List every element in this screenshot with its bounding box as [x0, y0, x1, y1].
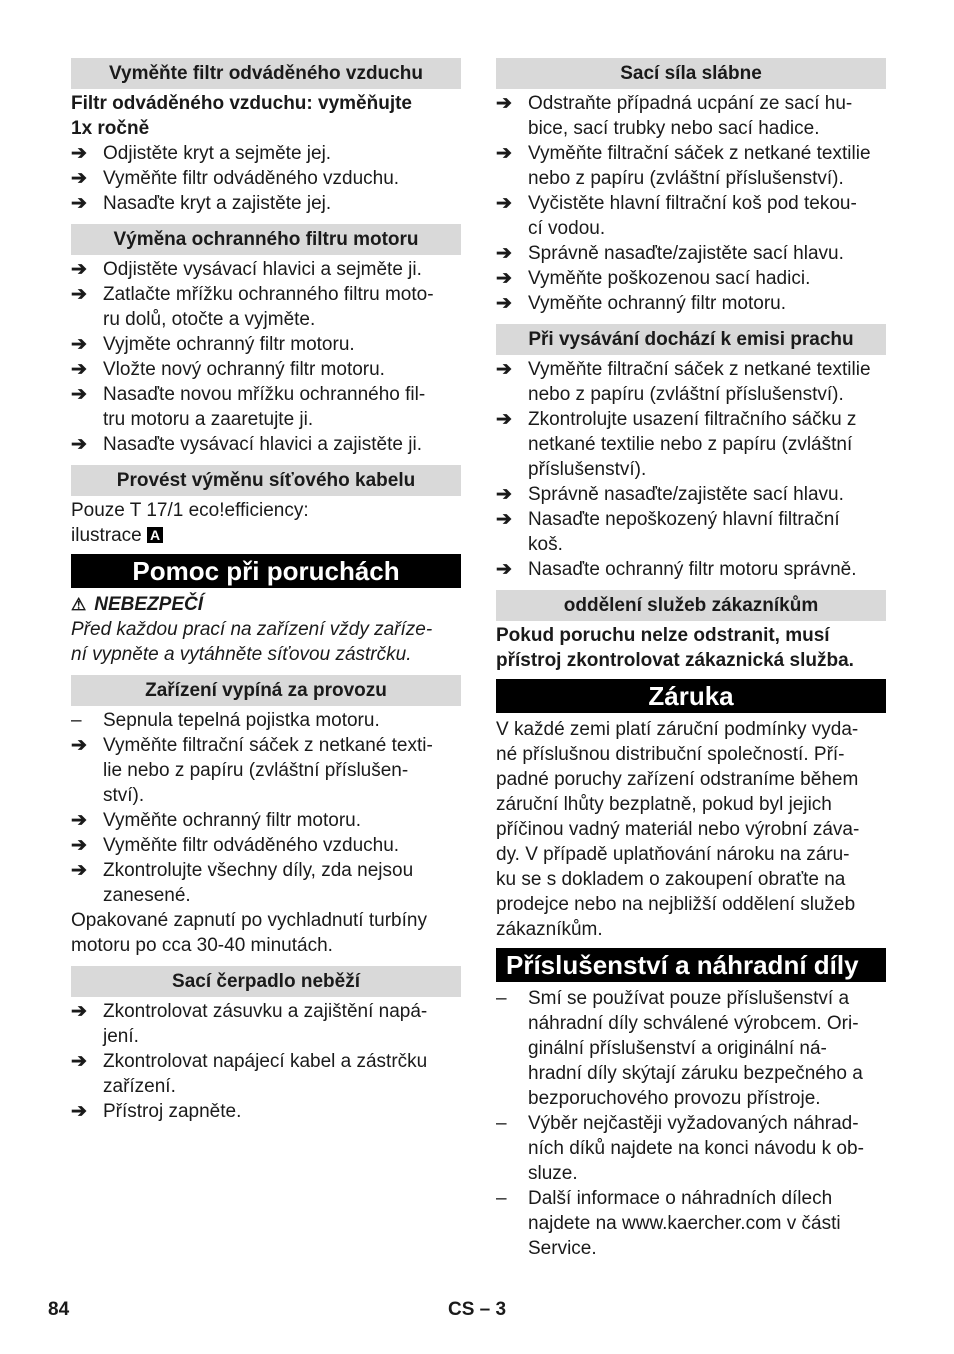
list-item: ➔ Přístroj zapněte.	[71, 1101, 242, 1122]
arrow-icon: ➔	[496, 243, 512, 264]
list-item: ➔ Vyměňte filtrační sáček z netkané textilie nebo z papíru (zvláštní příslušenství).	[496, 143, 871, 189]
list-item: ➔ Vložte nový ochranný filtr motoru.	[71, 359, 385, 380]
arrow-icon: ➔	[71, 1001, 87, 1022]
exhaust-filter-interval-line1: Filtr odváděného vzduchu: vyměňujte	[71, 93, 412, 114]
warning-triangle-icon: ⚠	[71, 595, 87, 614]
illustration-a-badge: A	[147, 527, 163, 543]
customer-service-line1: Pokud poruchu nelze odstranit, musí	[496, 625, 830, 646]
arrow-icon: ➔	[71, 284, 87, 305]
arrow-icon: ➔	[496, 193, 512, 214]
arrow-icon: ➔	[496, 409, 512, 430]
arrow-icon: ➔	[71, 384, 87, 405]
list-item: ➔ Vyměňte filtrační sáček z netkané texti- lie nebo z papíru (zvláštní příslušen- ství).	[71, 735, 433, 806]
list-item: ➔ Vyměňte filtr odváděného vzduchu.	[71, 835, 400, 856]
dash-marker: –	[71, 710, 82, 731]
arrow-icon: ➔	[496, 509, 512, 530]
power-cable-model: Pouze T 17/1 eco!efficiency:	[71, 500, 309, 521]
motor-filter-steps	[71, 257, 461, 457]
list-item: – Sepnula tepelná pojistka motoru.	[71, 710, 380, 731]
restart-note-line1: Opakované zapnutí po vychladnutí turbíny	[71, 910, 427, 931]
arrow-icon: ➔	[71, 835, 87, 856]
heading-shuts-off: Zařízení vypíná za provozu	[71, 675, 461, 706]
power-cable-illustration: ilustrace A	[71, 523, 461, 548]
list-item: ➔ Zkontrolujte všechny díly, zda nejsou zanesené.	[71, 860, 414, 906]
arrow-icon: ➔	[71, 334, 87, 355]
list-item: ➔ Zkontrolujte usazení filtračního sáčku z netkané textilie nebo z papíru (zvláštní příslušenství).	[496, 409, 857, 480]
dash-marker: –	[496, 1113, 507, 1134]
accessories-list	[496, 986, 886, 1261]
pump-steps	[71, 999, 461, 1124]
right-column	[496, 58, 886, 1261]
heading-troubleshooting: Pomoc při poruchách	[71, 554, 461, 588]
heading-accessories: Příslušenství a náhradní díly	[496, 948, 886, 982]
list-item: – Smí se používat pouze příslušenství a náhradní díly schválené výrobcem. Ori- ginální příslušenství a originální ná- hradní díly skýtají záruku bezpečného a bezporuchového provozu přístroje.	[496, 988, 863, 1109]
dash-marker: –	[496, 988, 507, 1009]
list-item: ➔ Nasaďte novou mřížku ochranného fil- tru motoru a zaaretujte ji.	[71, 384, 426, 430]
list-item: ➔ Zkontrolovat napájecí kabel a zástrčku zařízení.	[71, 1051, 428, 1097]
list-item: ➔ Zatlačte mřížku ochranného filtru moto- ru dolů, otočte a vyjměte.	[71, 284, 434, 330]
list-item: ➔ Zkontrolovat zásuvku a zajištění napá- jení.	[71, 1001, 428, 1047]
arrow-icon: ➔	[71, 168, 87, 189]
list-item: ➔ Správně nasaďte/zajistěte sací hlavu.	[496, 243, 844, 264]
arrow-icon: ➔	[496, 293, 512, 314]
list-item: ➔ Vyměňte ochranný filtr motoru.	[71, 810, 362, 831]
shuts-off-steps	[71, 708, 461, 908]
page-label: CS – 3	[448, 1299, 507, 1320]
arrow-icon: ➔	[496, 268, 512, 289]
customer-service-line2: přístroj zkontrolovat zákaznická služba.	[496, 650, 854, 671]
list-item: – Další informace o náhradních dílech najdete na www.kaercher.com v části Service.	[496, 1188, 841, 1259]
list-item: ➔ Odstraňte případná ucpání ze sací hu- bice, sací trubky nebo sací hadice.	[496, 93, 853, 139]
list-item: ➔ Odjistěte vysávací hlavici a sejměte ji.	[71, 259, 422, 280]
arrow-icon: ➔	[496, 93, 512, 114]
heading-dust-emission: Při vysávání dochází k emisi prachu	[496, 324, 886, 355]
list-item: ➔ Vyměňte ochranný filtr motoru.	[496, 293, 787, 314]
dust-emission-steps	[496, 357, 886, 582]
arrow-icon: ➔	[71, 259, 87, 280]
list-item: – Výběr nejčastěji vyžadovaných náhrad- ních díků najdete na konci návodu k ob- sluze.	[496, 1113, 864, 1184]
exhaust-filter-interval-line2: 1x ročně	[71, 118, 150, 139]
list-item: ➔ Vyčistěte hlavní filtrační koš pod tekou- cí vodou.	[496, 193, 857, 239]
arrow-icon: ➔	[71, 434, 87, 455]
list-item: ➔ Vyměňte filtr odváděného vzduchu.	[71, 168, 400, 189]
list-item: ➔ Odjistěte kryt a sejměte jej.	[71, 143, 332, 164]
heading-pump-not-running: Sací čerpadlo neběží	[71, 966, 461, 997]
heading-suction-weak: Sací síla slábne	[496, 58, 886, 89]
dash-marker: –	[496, 1188, 507, 1209]
arrow-icon: ➔	[71, 1101, 87, 1122]
arrow-icon: ➔	[71, 193, 87, 214]
list-item: ➔ Správně nasaďte/zajistěte sací hlavu.	[496, 484, 844, 505]
exhaust-filter-steps	[71, 141, 461, 216]
arrow-icon: ➔	[71, 143, 87, 164]
arrow-icon: ➔	[71, 810, 87, 831]
arrow-icon: ➔	[71, 735, 87, 756]
left-column	[71, 58, 461, 1124]
heading-warranty: Záruka	[496, 679, 886, 713]
arrow-icon: ➔	[496, 484, 512, 505]
arrow-icon: ➔	[496, 143, 512, 164]
restart-note-line2: motoru po cca 30-40 minutách.	[71, 935, 333, 956]
list-item: ➔ Nasaďte vysávací hlavici a zajistěte ji.	[71, 434, 422, 455]
heading-exhaust-filter: Vyměňte filtr odváděného vzduchu	[71, 58, 461, 89]
arrow-icon: ➔	[496, 359, 512, 380]
list-item: ➔ Vyměňte poškozenou sací hadici.	[496, 268, 811, 289]
list-item: ➔ Nasaďte nepoškozený hlavní filtrační koš.	[496, 509, 840, 555]
danger-text-line1: Před každou prací na zařízení vždy zaříze-	[71, 619, 433, 640]
list-item: ➔ Nasaďte kryt a zajistěte jej.	[71, 193, 332, 214]
arrow-icon: ➔	[71, 359, 87, 380]
list-item: ➔ Vyměňte filtrační sáček z netkané textilie nebo z papíru (zvláštní příslušenství).	[496, 359, 871, 405]
warranty-text: V každé zemi platí záruční podmínky vyda- né příslušnou distribuční společností. Pří- padné poruchy zařízení odstraníme během záruční lhůty bezplatně, pokud byl jejich příčinou vadný materiál nebo výrobní záva- dy. V případě uplatňování nároku na záru- ku se s dokladem o zakoupení obraťte na prodejce nebo na nejbližší oddělení služeb zákazníkům.	[496, 719, 860, 940]
heading-power-cable: Provést výměnu síťového kabelu	[71, 465, 461, 496]
page-number: 84	[48, 1299, 70, 1320]
suction-weak-steps	[496, 91, 886, 316]
arrow-icon: ➔	[71, 860, 87, 881]
heading-customer-service: oddělení služeb zákazníkům	[496, 590, 886, 621]
arrow-icon: ➔	[496, 559, 512, 580]
danger-label: ⚠ NEBEZPEČÍ	[71, 594, 203, 615]
arrow-icon: ➔	[71, 1051, 87, 1072]
list-item: ➔ Vyjměte ochranný filtr motoru.	[71, 334, 355, 355]
danger-text-line2: ní vypněte a vytáhněte síťovou zástrčku.	[71, 644, 412, 665]
list-item: ➔ Nasaďte ochranný filtr motoru správně.	[496, 559, 857, 580]
heading-motor-filter: Výměna ochranného filtru motoru	[71, 224, 461, 255]
